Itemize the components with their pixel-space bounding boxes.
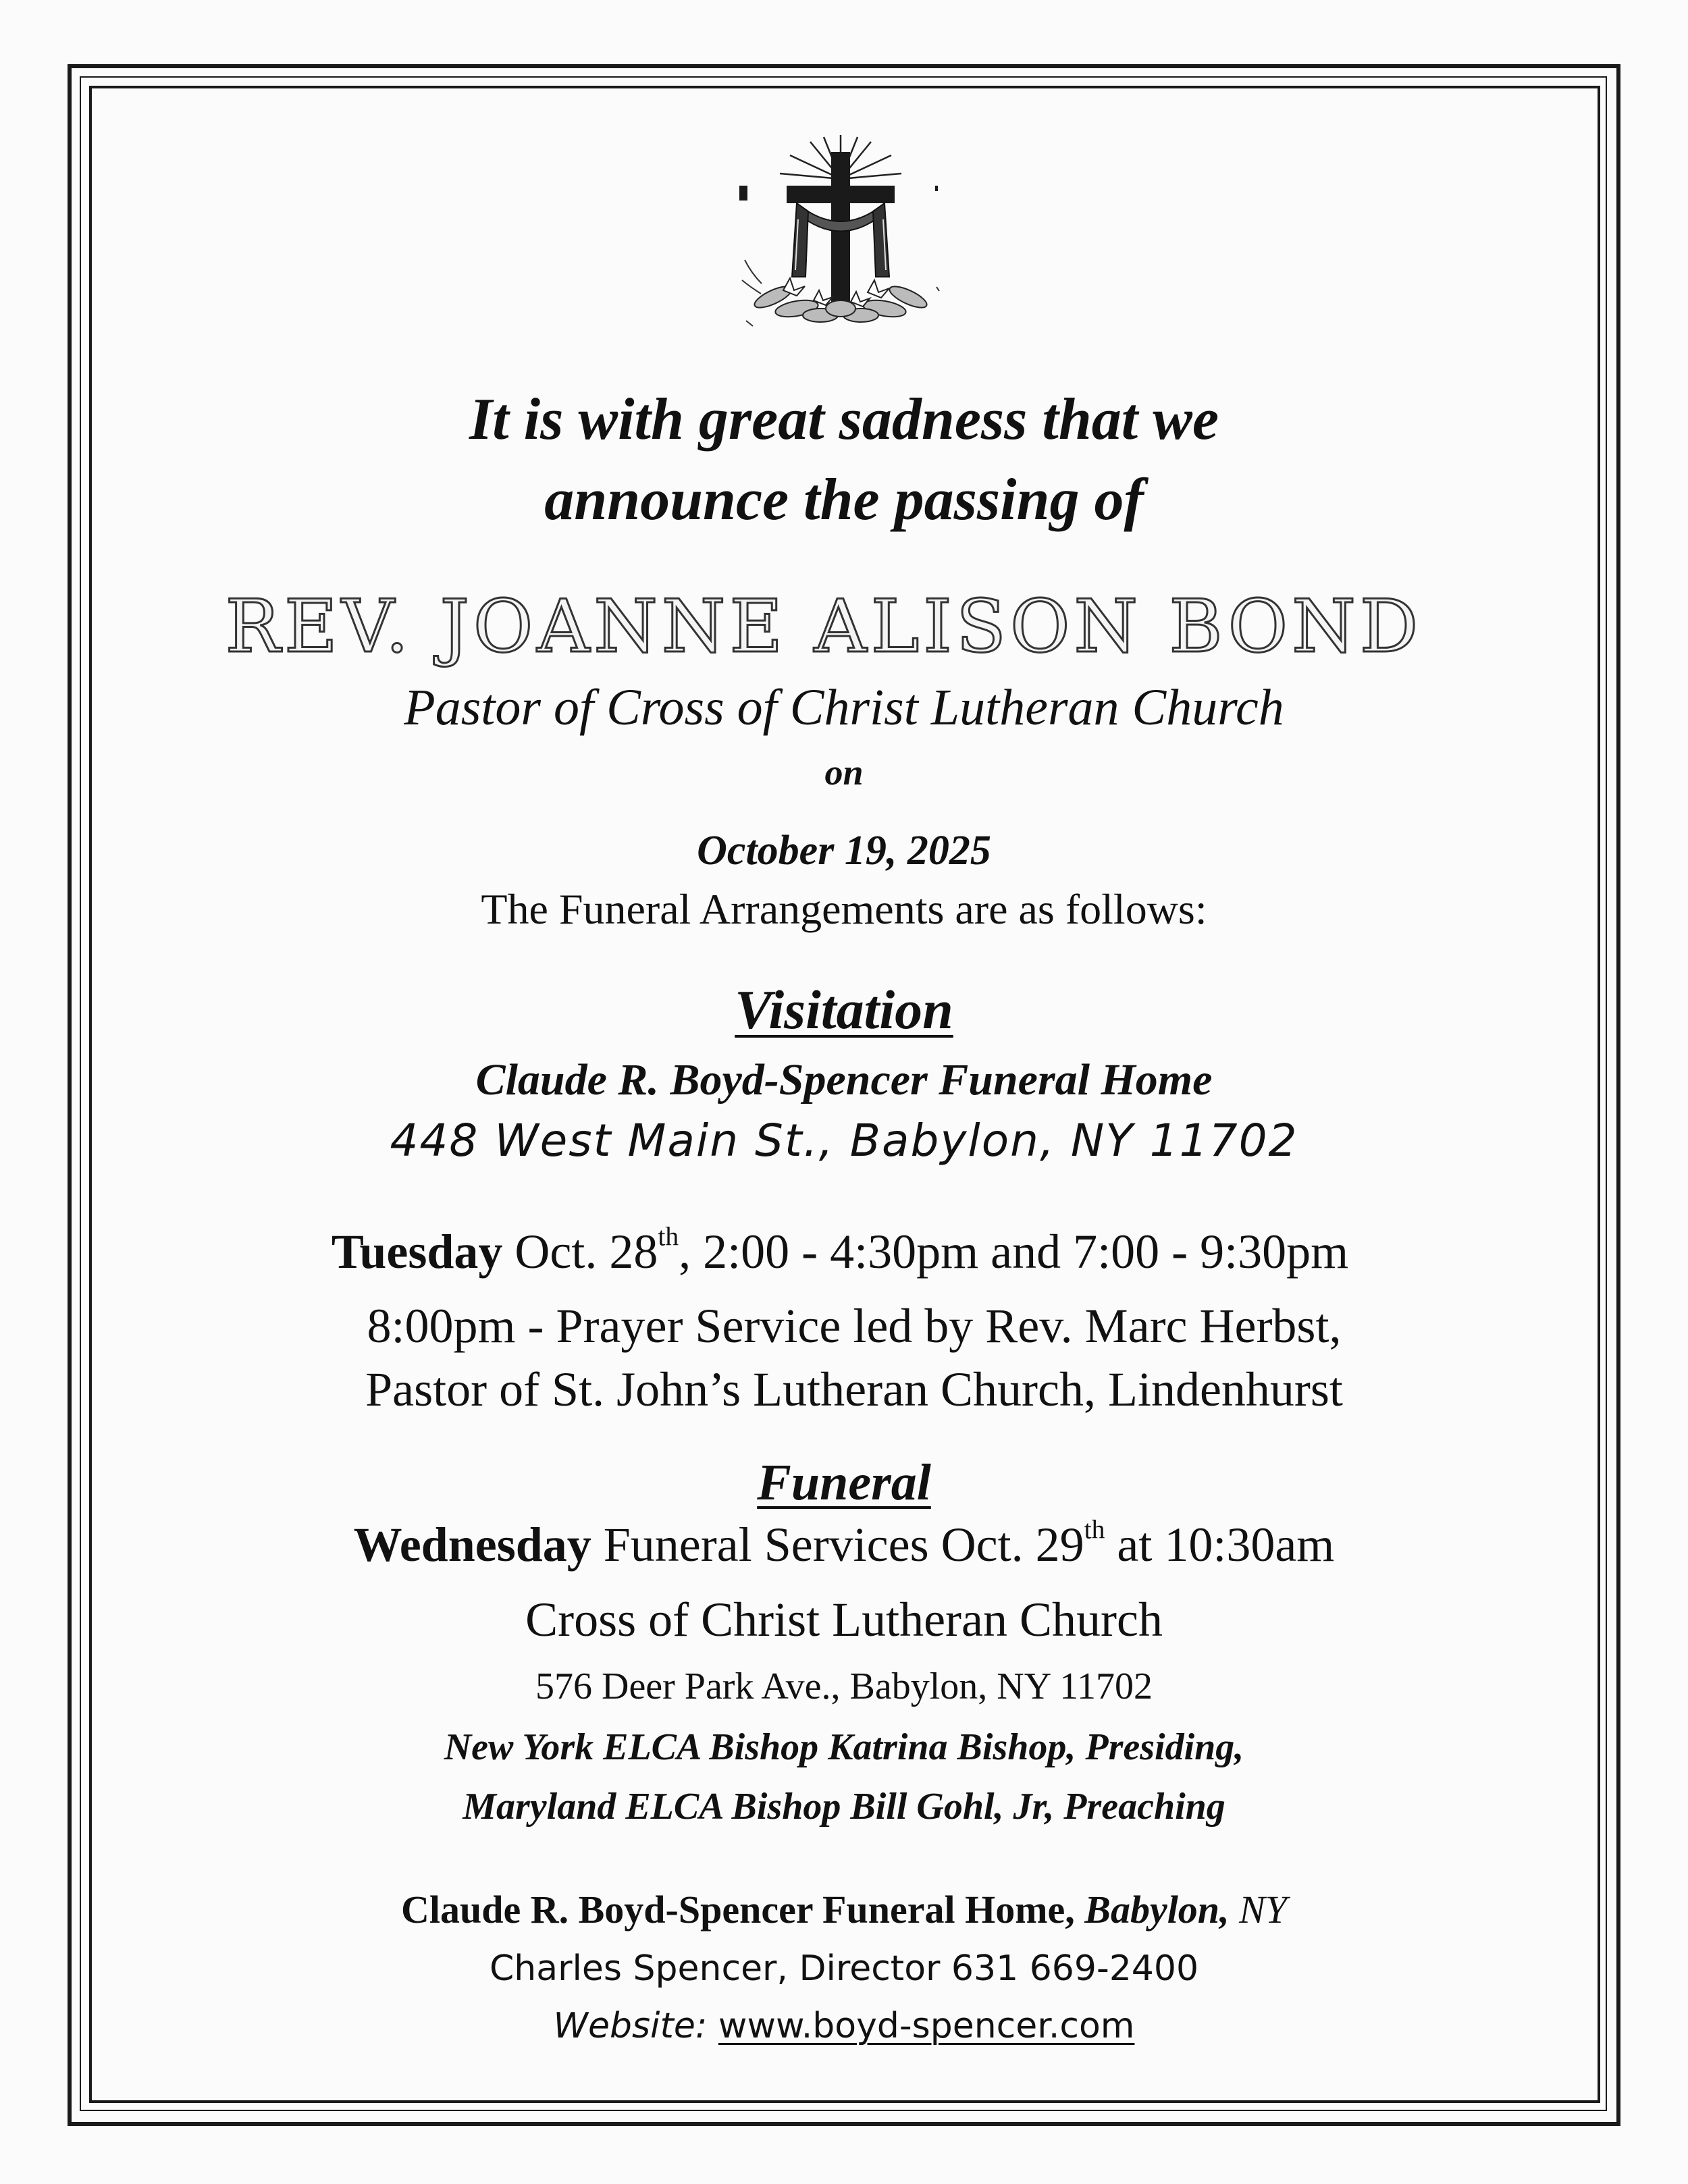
visitation-venue: Claude R. Boyd-Spencer Funeral Home xyxy=(475,1055,1213,1104)
footer-website xyxy=(0,2008,1688,2044)
funeral-day: Wednesday xyxy=(353,1518,591,1572)
funeral-church: Cross of Christ Lutheran Church xyxy=(525,1593,1163,1647)
prayer-service-line-2: Pastor of St. John’s Lutheran Church, Lindenhurst xyxy=(365,1362,1343,1416)
funeral-date-suffix: th xyxy=(1084,1514,1105,1545)
footer-home-state: NY xyxy=(1239,1888,1288,1932)
footer-home-city: Babylon, xyxy=(1084,1888,1230,1932)
footer-funeral-home xyxy=(0,1888,1688,1932)
arrangements-intro: The Funeral Arrangements are as follows: xyxy=(481,885,1207,933)
footer-home-name: Claude R. Boyd-Spencer Funeral Home, xyxy=(400,1888,1075,1932)
passing-on-word: on xyxy=(824,752,864,793)
footer-director: Charles Spencer, Director 631 669-2400 xyxy=(489,1948,1199,1989)
funeral-services-time: at 10:30am xyxy=(1105,1518,1335,1572)
intro-line-1: It is with great sadness that we xyxy=(469,387,1219,452)
visitation-date-suffix: th xyxy=(658,1221,679,1252)
draped-cross-icon xyxy=(733,132,949,341)
prayer-service-line-1: 8:00pm - Prayer Service led by Rev. Marc Herbst, xyxy=(367,1299,1342,1353)
website-label: Website: xyxy=(553,2006,708,2046)
passing-date: October 19, 2025 xyxy=(697,828,991,874)
funeral-services xyxy=(0,1514,1688,1572)
visitation-date: Oct. 28 xyxy=(515,1225,658,1279)
deceased-name: REV. JOANNE ALISON BOND xyxy=(225,585,1423,669)
intro-line-2: announce the passing of xyxy=(544,467,1144,533)
funeral-preaching: Maryland ELCA Bishop Bill Gohl, Jr, Preaching xyxy=(463,1786,1225,1828)
funeral-heading: Funeral xyxy=(757,1454,931,1511)
funeral-address: 576 Deer Park Ave., Babylon, NY 11702 xyxy=(535,1666,1153,1707)
visitation-day: Tuesday xyxy=(331,1225,503,1279)
website-link[interactable]: www.boyd-spencer.com xyxy=(718,2006,1135,2046)
funeral-presiding: New York ELCA Bishop Katrina Bishop, Presiding, xyxy=(444,1726,1244,1768)
visitation-heading: Visitation xyxy=(735,979,953,1040)
visitation-schedule xyxy=(0,1221,1684,1279)
deceased-role: Pastor of Cross of Christ Lutheran Church xyxy=(404,679,1284,736)
visitation-address: 448 West Main St., Babylon, NY 11702 xyxy=(390,1115,1298,1167)
visitation-times: , 2:00 - 4:30pm and 7:00 - 9:30pm xyxy=(679,1225,1349,1279)
funeral-services-text: Funeral Services Oct. 29 xyxy=(591,1518,1084,1572)
